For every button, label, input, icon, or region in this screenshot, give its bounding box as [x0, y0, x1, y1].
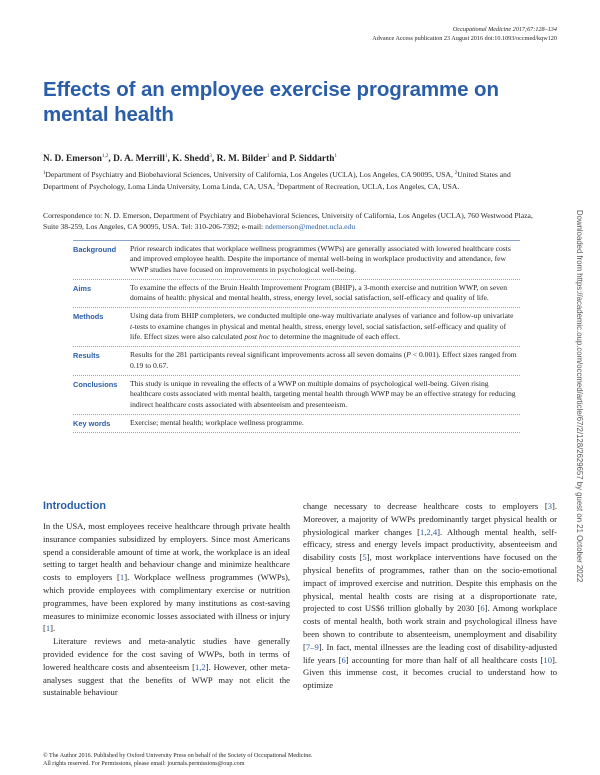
citation-link[interactable]: 1,2,4: [419, 526, 438, 537]
abstract-background: [73, 240, 520, 280]
abstract-label: Results: [73, 351, 100, 361]
abstract-results: [73, 347, 520, 376]
abstract-label: Methods: [73, 312, 104, 322]
download-watermark: [575, 210, 590, 685]
author-affil-marker: 1: [266, 154, 270, 159]
abstract-text: Prior research indicates that workplace wellness programmes (WWPs) are generally associated with lowered healthcare costs and improved employee health. Despite the importance of mental well-being in workplace productivity and attendance, few WWP studies have focused on improvements in psychological well-being.: [130, 244, 511, 274]
abstract-label: Background: [73, 245, 117, 254]
abstract-text: Exercise; mental health; workplace wellness programme.: [130, 417, 304, 427]
paragraph: Literature reviews and meta-analytic studies have generally provided evidence for the cost saving of WWPs, both in terms of lowered healthcare costs and absenteeism [1,2]. However, other meta-analyses suggest that the benefits of WWP may not elicit the sustainable behaviour: [43, 636, 290, 698]
citation-link[interactable]: 7–9: [305, 641, 319, 652]
correspondence-text: Correspondence to: N. D. Emerson, Department of Psychiatry and Biobehavioral Sciences, University of California, Los Angeles (UCLA), 760 Westwood Plaza, Suite 38-259, Los Angeles, CA 90095, USA. Tel: 310-206-7392; e-mail:: [43, 211, 533, 231]
abstract-label: Conclusions: [73, 379, 118, 389]
access-info: Advance Access publication 23 August 2016 doi:10.1093/occmed/kqw120: [372, 34, 557, 42]
copyright-footer: [43, 753, 313, 768]
citation-link[interactable]: 3: [547, 501, 552, 511]
abstract-text: To examine the effects of the Bruin Health Improvement Program (BHIP), a 3-month exercise and nutrition WWP, on seven domains of health: physical and mental health, stress, energy level, social satisfaction, self-efficacy and quality of life.: [130, 282, 508, 303]
citation-link[interactable]: 1: [119, 572, 125, 583]
author-name: K. Shedd: [172, 154, 210, 164]
copyright-line: © The Author 2016. Published by Oxford University Press on behalf of the Society of Occupational Medicine.: [43, 753, 313, 759]
affiliations: $^1$Department of Psychiatry and Biobehavioral Sciences, University of California, Los Angeles (UCLA), Los Angeles, CA 90095, USA, $^2$United States and Department of Psychology, Loma Linda University, Loma Linda, CA, USA, $^3$Department of Recreation, UCLA, Los Angeles, CA, USA.: [43, 170, 511, 191]
author-affil-marker: 1,2: [102, 154, 109, 159]
abstract-aims: [73, 280, 520, 309]
abstract-conclusions: [73, 376, 520, 415]
section-heading: Introduction: [43, 500, 106, 512]
citation-link[interactable]: 5: [362, 552, 367, 563]
abstract-label: Key words: [73, 418, 111, 428]
affiliation-2: United States and Department of Psychology, Loma Linda University, Loma Linda, CA, USA,: [43, 170, 511, 191]
abstract-label: Aims: [73, 283, 92, 293]
citation-link[interactable]: 6: [480, 603, 485, 614]
affiliation-3: Department of Recreation, UCLA, Los Angeles, CA, USA.: [279, 182, 460, 191]
correspondence-email[interactable]: ndemerson@mednet.ucla.edu: [265, 222, 356, 231]
abstract-methods: [73, 308, 520, 347]
journal-citation: Occupational Medicine 2017;67:128–134: [452, 26, 557, 33]
author-affil-marker: 3: [209, 154, 212, 159]
citation-link[interactable]: 6: [341, 654, 346, 665]
permissions-line: All rights reserved. For Permissions, please email: journals.permissions@oup.com: [43, 760, 245, 767]
body-column-right: [303, 500, 557, 692]
author-name: D. A. Merrill: [113, 154, 165, 164]
author-affil-marker: 1: [334, 154, 338, 159]
affiliation-1: Department of Psychiatry and Biobehavioral Sciences, University of California, Los Angeles (UCLA), Los Angeles, CA 90095, USA,: [45, 170, 453, 179]
author-name: P. Siddarth: [289, 154, 335, 164]
download-note: Downloaded from https://academic.oup.com/occmed/article/67/2/128/2629657 by guest on 21 October 2022: [575, 210, 584, 583]
abstract-text: Results for the 281 participants reveal significant improvements across all seven domains (P < 0.001). Effect sizes ranged from 0.19 to 0.67.: [130, 350, 517, 370]
author-affil-marker: 1: [164, 154, 168, 159]
author-name: N. D. Emerson: [43, 154, 103, 164]
author-list: N. D. Emerson$^{1,2}$, D. A. Merrill$^1$, K. Shedd$^3$, R. M. Bilder$^1$ and P. Siddarth$^1$: [43, 154, 338, 164]
body-column-left: [43, 500, 290, 699]
paragraph: change necessary to decrease healthcare costs to employers [3]. Moreover, a majority of WWPs predominantly target physical health or physiological marker changes [1,2,4]. Although mental health, self-efficacy, stress and energy levels impact productivity, absenteeism and disability costs [5], most workplace interventions have focused on the physical benefits of programmes, rather than on the socio-emotional impact of improved exercise and nutrition. Despite this emphasis on the physical, mental health costs are rising at a disproportionate rate, projected to cost US$6 trillion globally by 2030 [6]. Among workplace costs of mental health, both work strain and psychological illness have been shown to contribute to absenteeism, unemployment and disability [7–9]. In fact, mental illnesses are the leading cost of disability-adjusted life years [6] accounting for more than half of all healthcare costs [10]. Given this immense cost, it becomes crucial to understand how to optimize: [303, 501, 558, 691]
citation-link[interactable]: 1,2: [194, 661, 206, 672]
author-name: R. M. Bilder: [216, 154, 267, 164]
abstract-keywords: [73, 415, 520, 433]
paragraph: In the USA, most employees receive healthcare through private health insurance companies subsidized by employers. Since most Americans spend a considerable amount of time at work, the workplace is an ideal setting to target health and behaviour change and minimize healthcare costs to employers [1]. Workplace wellness programmes (WWPs), which provide employees with complimentary exercise or nutrition programmes, have been explored by many institutions as cost-saving measures to minimize economic losses associated with illness or injury [1].: [43, 521, 290, 634]
structured-abstract: [73, 240, 520, 433]
correspondence: [43, 210, 543, 232]
citation-link[interactable]: 10: [543, 654, 552, 665]
abstract-text: Using data from BHIP completers, we conducted multiple one-way multivariate analyses of variance and follow-up univariate t-tests to examine changes in physical and mental health, stress, energy level, social satisfaction, self-efficacy and quality of life. Effect sizes were also calculated post hoc to determine the magnitude of each effect.: [130, 311, 514, 342]
citation-link[interactable]: 1: [45, 623, 51, 634]
abstract-text: This study is unique in revealing the effects of a WWP on multiple domains of psychological well-being. Given rising healthcare costs associated with mental health, targeting mental health through WWP may be an effective strategy for reducing indirect healthcare costs associated with absenteeism and presenteeism.: [130, 378, 516, 409]
running-header: [372, 26, 557, 43]
article-title: Effects of an employee exercise programme on mental health: [43, 78, 499, 126]
